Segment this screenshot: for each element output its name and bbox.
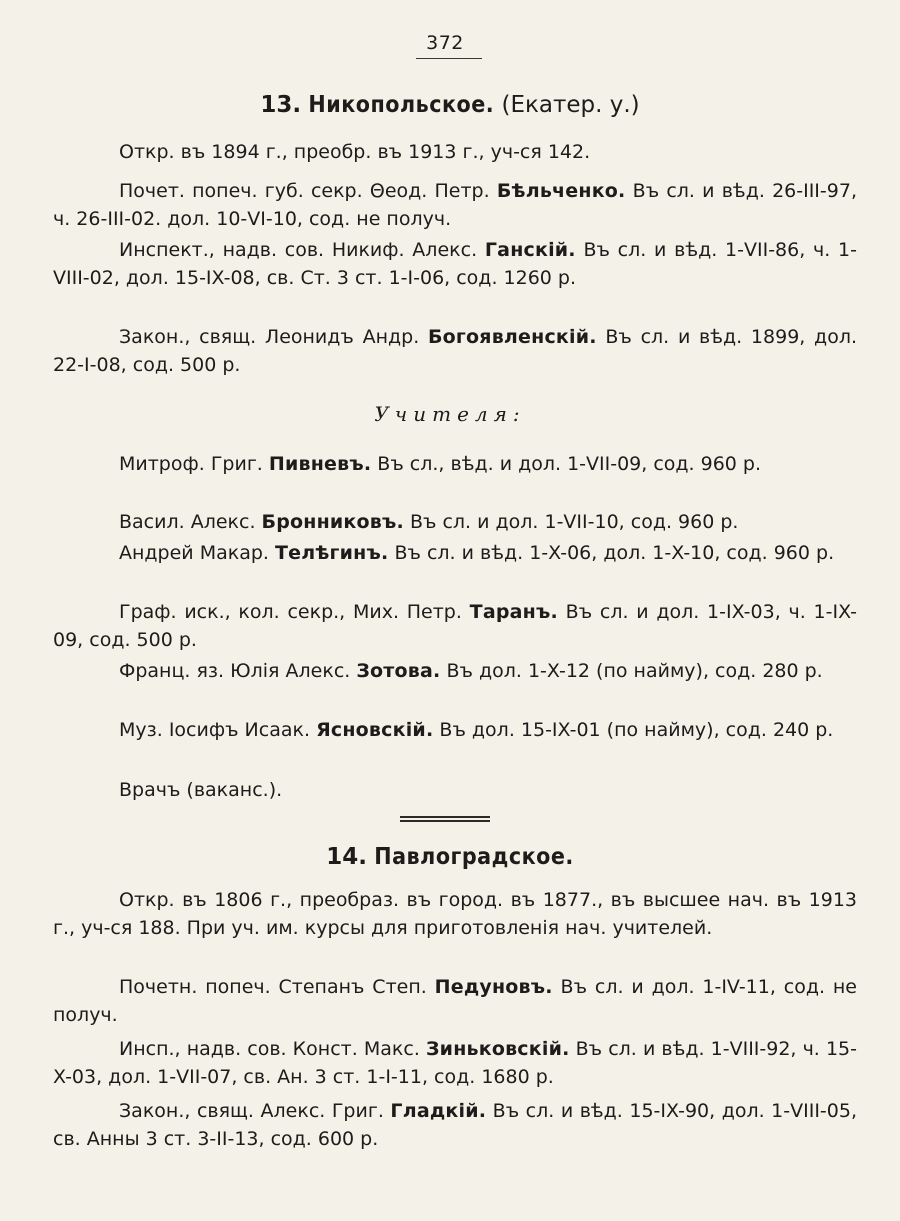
section-14-title — [0, 842, 900, 872]
section-name: Никопольское. — [308, 92, 495, 118]
teacher-entry-doctor: Врачъ (ваканс.). — [119, 779, 283, 801]
section-13-intro: Откр. въ 1894 г., преобр. въ 1913 г., уч-ся 142. — [119, 141, 591, 163]
teacher-surname: Зотова. — [356, 660, 441, 682]
teacher-role: Васил. Алекс. — [119, 511, 262, 533]
teacher-surname: Пивневъ. — [268, 453, 372, 475]
entry-role: Инсп., надв. сов. Конст. Макс. — [119, 1038, 426, 1060]
entry-priest — [53, 1097, 857, 1153]
teacher-details: Въ сл. и дол. 1-VII-10, сод. 960 р. — [403, 511, 739, 533]
entry-role: Закон., свящ. Леонидъ Андр. — [119, 326, 428, 348]
entry-details: Въ сл. и вѣд. 15-IX-90, дол. 1-VIII-05, св. Анны 3 ст. 3-II-13, сод. 600 р. — [53, 1100, 857, 1150]
entry-details: Въ сл. и дол. 1-IV-11, сод. не получ. — [53, 976, 857, 1026]
teachers-subheading: Учителя: — [374, 402, 526, 426]
teacher-entry — [53, 657, 857, 685]
entry-details: Въ сл. и вѣд. 1-VII-86, ч. 1-VIII-02, дол. 15-IX-08, св. Ст. 3 ст. 1-I-06, сод. 1260 р. — [53, 239, 857, 289]
teacher-role: Андрей Макар. — [119, 542, 275, 564]
teacher-role: Митроф. Григ. — [119, 453, 269, 475]
section-13-title — [0, 90, 900, 120]
teacher-details: Въ сл. и дол. 1-IX-03, ч. 1-IX-09, сод. 500 р. — [53, 601, 857, 651]
section-divider-bottom — [400, 820, 490, 822]
teacher-entry — [53, 598, 857, 654]
section-number: 13. — [260, 92, 302, 118]
teacher-role: Граф. иск., кол. секр., Мих. Петр. — [119, 601, 470, 623]
entry-details: Въ сл. и вѣд. 1899, дол. 22-I-08, сод. 500 р. — [53, 326, 857, 376]
entry-role: Почетн. попеч. Степанъ Степ. — [119, 976, 435, 998]
entry-surname: Гладкій. — [390, 1100, 487, 1122]
page-number-rule — [416, 58, 482, 59]
entry-role: Почет. попеч. губ. секр. Θеод. Петр. — [119, 180, 497, 202]
section-14-intro: Откр. въ 1806 г., преобраз. въ город. въ 1877., въ высшее нач. въ 1913 г., уч-ся 188. При уч. им. курсы для приготовленія нач. учителей. — [53, 889, 857, 939]
teacher-details: Въ сл., вѣд. и дол. 1-VII-09, сод. 960 р. — [371, 453, 762, 475]
entry-inspector — [53, 1035, 857, 1091]
entry-surname: Педуновъ. — [434, 976, 553, 998]
entry-surname: Бѣльченко. — [496, 180, 626, 202]
entry-inspector — [53, 236, 857, 292]
entry-trustee — [53, 177, 857, 233]
entry-surname: Зиньковскій. — [425, 1038, 570, 1060]
entry-role: Инспект., надв. сов. Никиф. Алекс. — [119, 239, 485, 261]
section-name: Павлоградское. — [374, 844, 574, 870]
entry-role: Закон., свящ. Алекс. Григ. — [119, 1100, 391, 1122]
section-number: 14. — [326, 844, 367, 870]
entry-surname: Богоявленскій. — [427, 326, 597, 348]
teacher-role: Муз. Іосифъ Исаак. — [119, 719, 317, 741]
teacher-entry — [53, 716, 857, 744]
teacher-details: Въ дол. 15-IX-01 (по найму), сод. 240 р. — [433, 719, 834, 741]
page-number: 372 — [426, 32, 464, 54]
teacher-entry — [53, 539, 857, 567]
teacher-entry — [53, 450, 857, 478]
entry-surname: Ганскій. — [484, 239, 576, 261]
teacher-details: Въ дол. 1-X-12 (по найму), сод. 280 р. — [440, 660, 823, 682]
entry-priest — [53, 323, 857, 379]
teacher-entry — [53, 508, 857, 536]
section-divider-top — [400, 816, 490, 818]
entry-details: Въ сл. и вѣд. 1-VIII-92, ч. 15-X-03, дол. 1-VII-07, св. Ан. 3 ст. 1-I-11, сод. 1680 р. — [53, 1038, 857, 1088]
teacher-surname: Телѣгинъ. — [275, 542, 389, 564]
teacher-surname: Ясновскій. — [316, 719, 434, 741]
teacher-role: Франц. яз. Юлія Алекс. — [119, 660, 357, 682]
entry-details: Въ сл. и вѣд. 26-III-97, ч. 26-III-02. дол. 10-VI-10, сод. не получ. — [53, 180, 857, 230]
section-district: (Екатер. у.) — [501, 92, 640, 118]
entry-trustee — [53, 973, 857, 1029]
teacher-details: Въ сл. и вѣд. 1-X-06, дол. 1-X-10, сод. 960 р. — [388, 542, 835, 564]
teacher-surname: Таранъ. — [469, 601, 558, 623]
teacher-surname: Бронниковъ. — [261, 511, 404, 533]
